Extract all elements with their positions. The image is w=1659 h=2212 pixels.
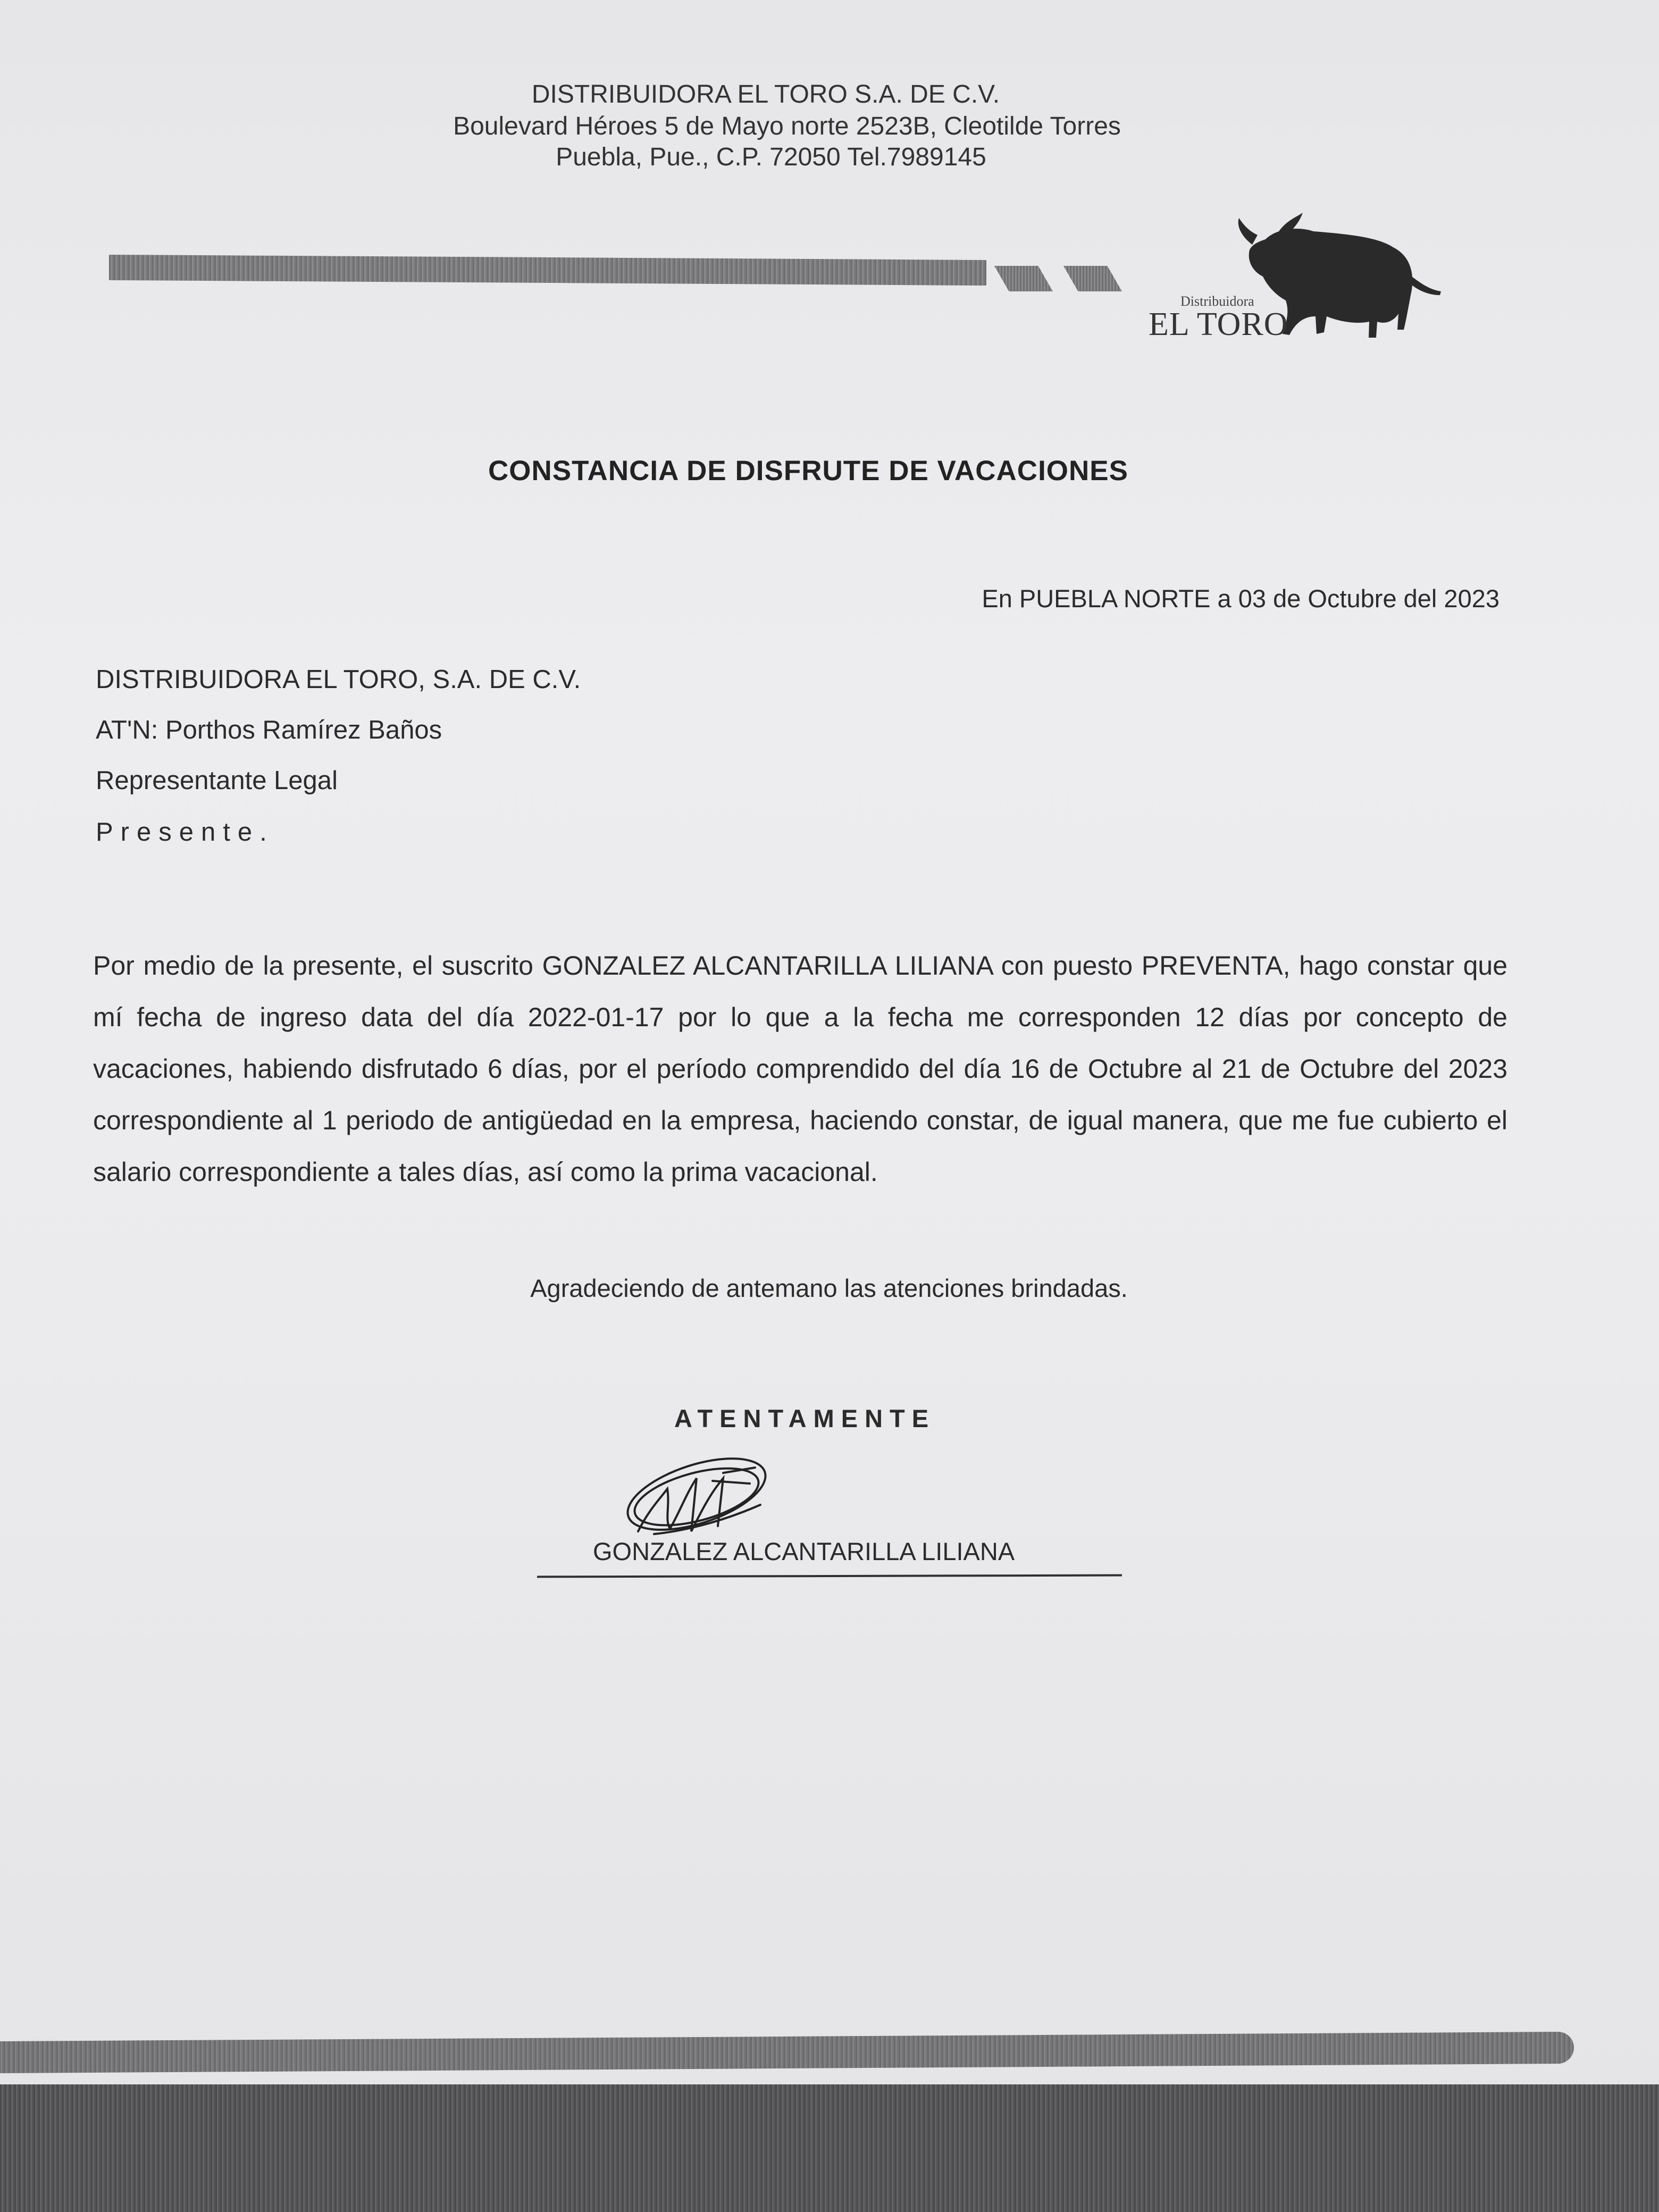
document-title bbox=[0, 455, 1659, 487]
footer-decorative-band bbox=[0, 2084, 1659, 2212]
recipient-greeting: Presente. bbox=[96, 818, 274, 847]
footer-decorative-bar bbox=[0, 2032, 1574, 2073]
recipient-attn: AT'N: Porthos Ramírez Baños bbox=[96, 716, 442, 744]
letterhead-address: Boulevard Héroes 5 de Mayo norte 2523B, Cleotilde Torres bbox=[453, 112, 1121, 140]
signer-name: GONZALEZ ALCANTARILLA LILIANA bbox=[593, 1537, 1015, 1565]
letterhead-company: DISTRIBUIDORA EL TORO S.A. DE C.V. bbox=[531, 80, 1000, 108]
closing-line bbox=[0, 1273, 1659, 1303]
logo-brand-text: EL TORO bbox=[1149, 306, 1288, 342]
header-decorative-bar bbox=[109, 255, 986, 286]
place-date: En PUEBLA NORTE a 03 de Octubre del 2023 bbox=[982, 584, 1499, 613]
header-bar-chevron bbox=[994, 266, 1053, 291]
signature-line bbox=[537, 1574, 1122, 1578]
recipient-company: DISTRIBUIDORA EL TORO, S.A. DE C.V. bbox=[96, 665, 581, 694]
body-paragraph: Por medio de la presente, el suscrito GONZALEZ ALCANTARILLA LILIANA con puesto PREVENTA, hago constar que mí fecha de ingreso data del día 2022-01-17 por lo que a la fecha me corresponden 12 días por concepto de vacaciones, habiendo disfrutado 6 días, por el período comprendido del día 16 de Octubre al 21 de Octubre del 2023 correspondiente al 1 periodo de antigüedad en la empresa, haciendo constar, de igual manera, que me fue cubierto el salario correspondiente a tales días, así como la prima vacacional. bbox=[93, 951, 1507, 1187]
handwritten-signature bbox=[617, 1452, 787, 1547]
logo-small-text: Distribuidora bbox=[1180, 294, 1254, 309]
document-title-text: CONSTANCIA DE DISFRUTE DE VACACIONES bbox=[488, 455, 1129, 487]
closing-text: Agradeciendo de antemano las atenciones brindadas. bbox=[530, 1274, 1128, 1302]
recipient-role: Representante Legal bbox=[96, 766, 338, 795]
header-bar-chevron bbox=[1063, 266, 1122, 291]
sign-off: ATENTAMENTE bbox=[674, 1404, 936, 1432]
letterhead-city-phone: Puebla, Pue., C.P. 72050 Tel.7989145 bbox=[556, 143, 986, 171]
